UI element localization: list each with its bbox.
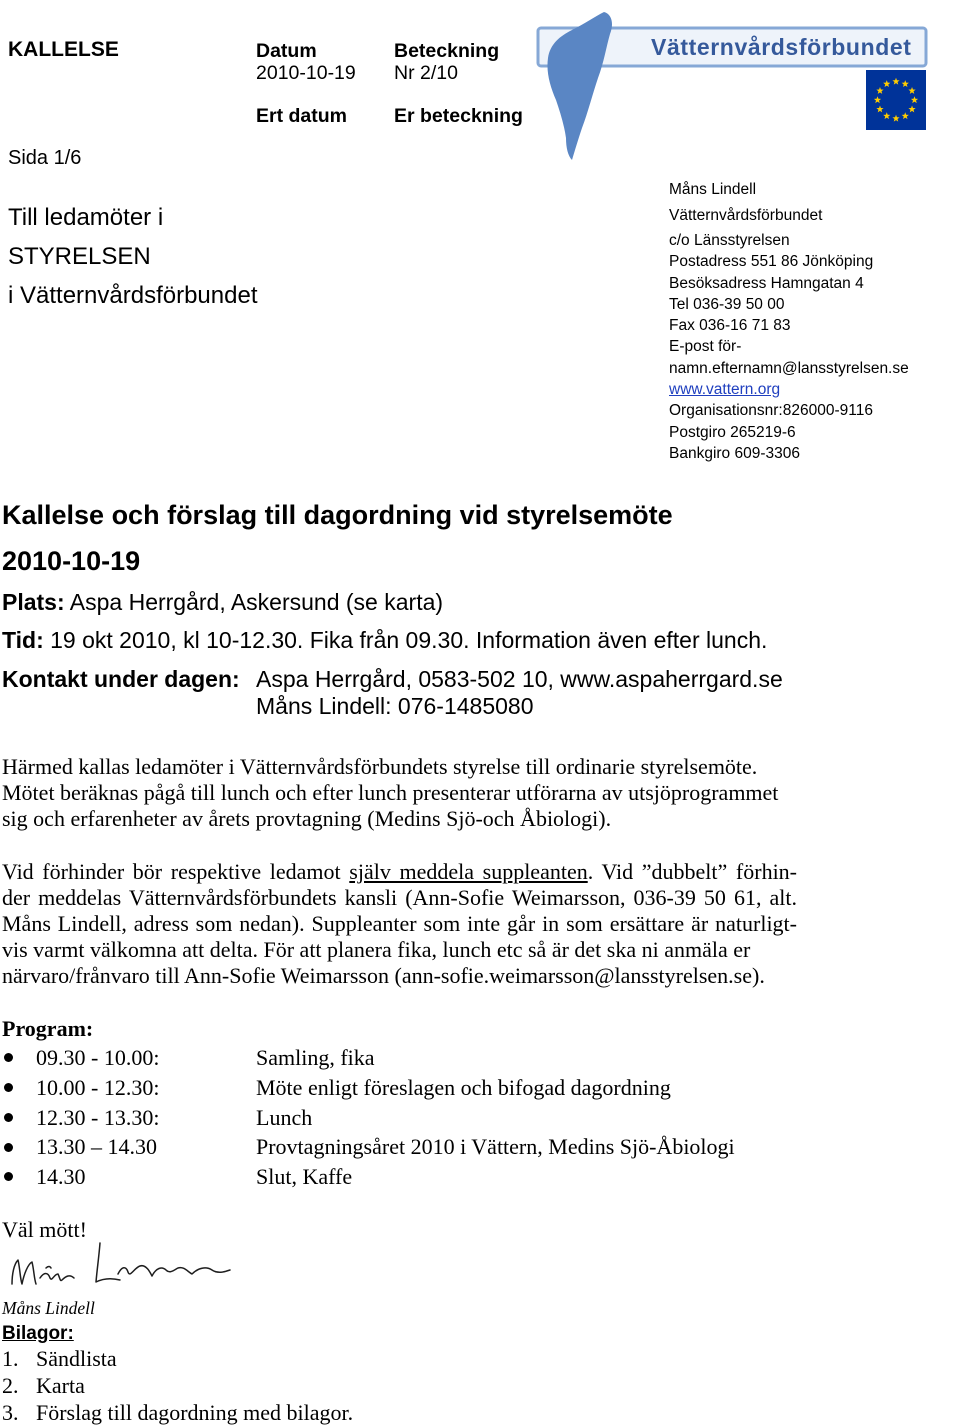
attachment-number: 1. [2, 1345, 19, 1371]
paragraph-line: der meddelas Vätternvårdsförbundets kansli (Ann-Sofie Weimarsson, 036-39 50 61, alt. [2, 885, 797, 910]
greeting: Väl mött! [2, 1217, 87, 1242]
meeting-time [2, 627, 767, 653]
attachment-item [0, 1399, 500, 1426]
bullet-icon [4, 1113, 13, 1122]
attachments-list [0, 1345, 500, 1426]
sender-co: c/o Länsstyrelsen [669, 231, 790, 249]
sender-address-block [669, 179, 909, 464]
meeting-date: 2010-10-19 [2, 546, 141, 576]
organization-logo [530, 0, 930, 170]
sender-postal: Postadress 551 86 Jönköping [669, 253, 874, 271]
contact-line: Måns Lindell: 076-1485080 [256, 693, 534, 719]
sender-name: Måns Lindell [669, 181, 757, 198]
sender-website-row [669, 379, 909, 400]
sender-orgnr: Organisationsnr:826000-9116 [669, 402, 873, 420]
er-beteckning-label: Er beteckning [394, 105, 523, 127]
place-value: Aspa Herrgård, Askersund (se karta) [69, 589, 444, 615]
paragraph-line: sig och erfarenheter av årets provtagning (Medins Sjö-och Åbiologi). [2, 806, 612, 831]
logo-wordmark: Vätternvårdsförbundet [651, 34, 912, 60]
program-item [0, 1073, 800, 1103]
ert-datum-label: Ert datum [256, 105, 348, 127]
meeting-title: Kallelse och förslag till dagordning vid styrelsemöte [2, 500, 673, 530]
recipient-line: STYRELSEN [8, 243, 151, 270]
paragraph-line: Härmed kallas ledamöter i Vätternvårdsförbundets styrelse till ordinarie styrelsemöte. [2, 754, 758, 779]
program-list [0, 1043, 800, 1192]
program-time: 09.30 - 10.00: [36, 1045, 160, 1070]
attachment-text: Karta [36, 1372, 85, 1398]
sender-postgiro: Postgiro 265219-6 [669, 423, 796, 441]
body-paragraph [2, 859, 797, 989]
program-activity: Provtagningsåret 2010 i Vättern, Medins Sjö-Åbiologi [256, 1134, 735, 1160]
program-time: 14.30 [36, 1164, 86, 1189]
recipient-line: i Vätternvårdsförbundet [8, 282, 258, 309]
paragraph-line: närvaro/frånvaro till Ann-Sofie Weimarsson (ann-sofie.weimarsson@lansstyrelsen.se). [2, 963, 765, 988]
datum-value: 2010-10-19 [256, 62, 356, 84]
bullet-icon [4, 1083, 13, 1092]
paragraph-line: vis varmt välkomna att delta. För att planera fika, lunch etc så är det ska ni anmäla er [2, 937, 751, 962]
program-activity: Slut, Kaffe [256, 1164, 353, 1189]
program-activity: Lunch [256, 1104, 313, 1130]
website-link[interactable]: www.vattern.org [669, 381, 781, 399]
attachments-label: Bilagor: [2, 1323, 74, 1344]
paragraph-line: Måns Lindell, adress som nedan). Suppleanter som inte går in som ersättare är naturligt- [2, 911, 797, 936]
place-label: Plats: [2, 589, 65, 615]
sender-org: Vätternvårdsförbundet [669, 206, 823, 224]
sender-visit: Besöksadress Hamngatan 4 [669, 274, 864, 292]
recipient-line: Till ledamöter i [8, 204, 164, 231]
meeting-place [2, 589, 443, 615]
attachment-item [0, 1372, 500, 1399]
sender-bankgiro: Bankgiro 609-3306 [669, 444, 800, 462]
contact-line: Aspa Herrgård, 0583-502 10, www.aspaherrgard.se [256, 666, 783, 692]
signature-name: Måns Lindell [2, 1298, 95, 1318]
program-item [0, 1103, 800, 1133]
program-item [0, 1043, 800, 1073]
program-item [0, 1132, 800, 1162]
bullet-icon [4, 1053, 13, 1062]
body-paragraph [2, 754, 778, 832]
contact-label: Kontakt under dagen: [2, 666, 240, 692]
beteckning-value: Nr 2/10 [394, 62, 458, 84]
bullet-icon [4, 1143, 13, 1152]
sender-email-label: E-post för- [669, 338, 742, 356]
program-item [0, 1162, 800, 1192]
beteckning-label: Beteckning [394, 40, 500, 62]
handwritten-signature [0, 1238, 240, 1296]
sender-tel: Tel 036-39 50 00 [669, 295, 785, 313]
page-indicator: Sida 1/6 [8, 147, 82, 169]
text-segment: . Vid ”dubbelt” förhin- [587, 859, 798, 884]
sender-email: namn.efternamn@lansstyrelsen.se [669, 359, 909, 377]
attachment-text: Sändlista [36, 1345, 117, 1371]
attachment-item [0, 1345, 500, 1372]
text-segment: Vid förhinder bör respektive ledamot [2, 859, 350, 884]
paragraph-line: Mötet beräknas pågå till lunch och efter lunch presenterar utförarna av utsjöprogrammet [2, 780, 779, 805]
sender-fax: Fax 036-16 71 83 [669, 317, 791, 335]
paragraph-line [2, 859, 797, 885]
underlined-text: själv meddela suppleanten [349, 859, 588, 884]
attachment-number: 3. [2, 1399, 19, 1425]
program-time: 10.00 - 12.30: [36, 1074, 160, 1100]
datum-label: Datum [256, 40, 317, 62]
time-value: 19 okt 2010, kl 10-12.30. Fika från 09.30. Information även efter lunch. [50, 627, 768, 653]
program-time: 13.30 – 14.30 [36, 1134, 157, 1160]
time-label: Tid: [2, 627, 44, 653]
attachment-text: Förslag till dagordning med bilagor. [36, 1399, 354, 1425]
attachment-number: 2. [2, 1372, 19, 1398]
program-time: 12.30 - 13.30: [36, 1104, 160, 1130]
bullet-icon [4, 1172, 13, 1181]
program-label: Program: [2, 1016, 94, 1041]
program-activity: Möte enligt föreslagen och bifogad dagordning [256, 1074, 671, 1100]
program-activity: Samling, fika [256, 1045, 375, 1070]
document-type: KALLELSE [8, 38, 119, 61]
